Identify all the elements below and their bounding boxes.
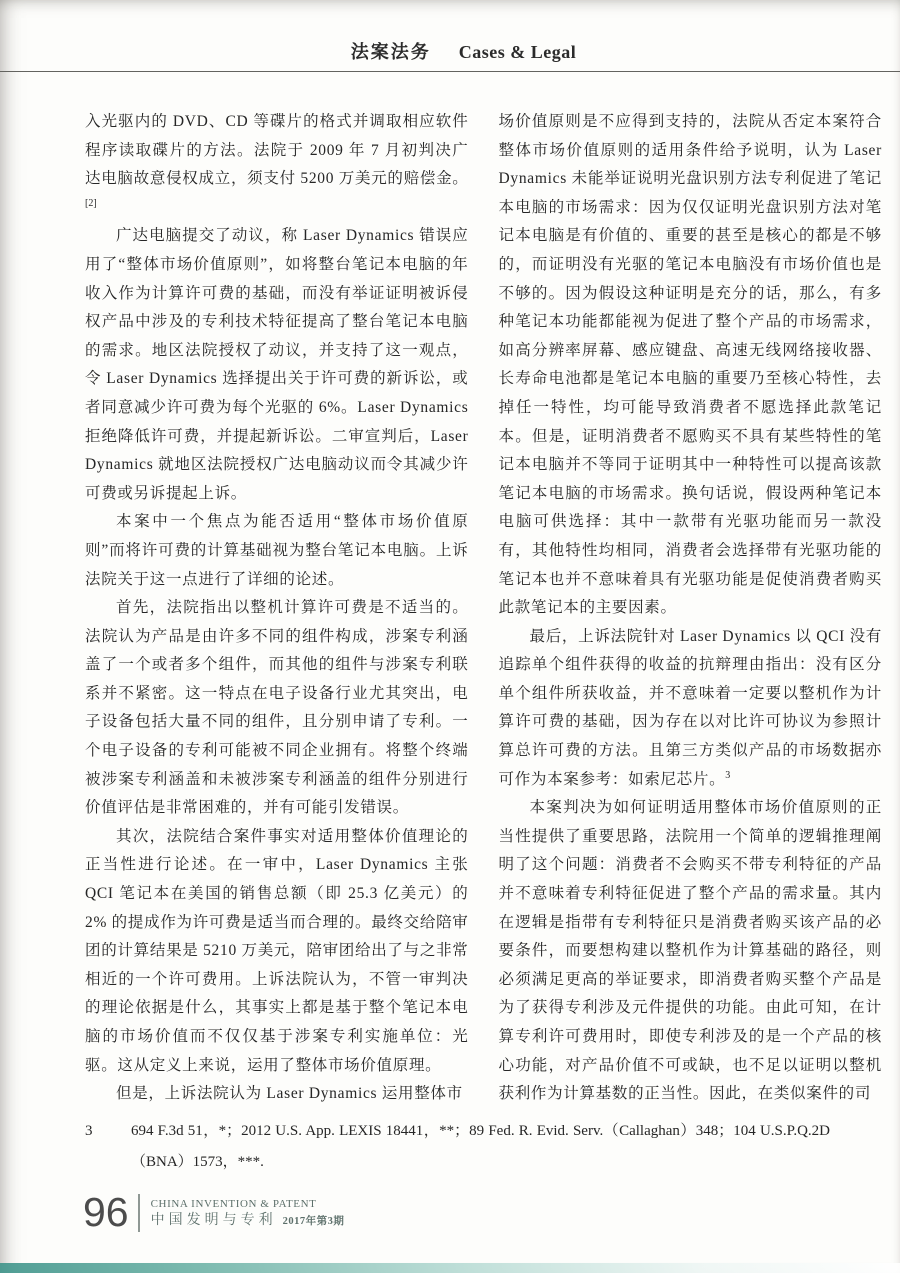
scan-edge-band (0, 1263, 900, 1273)
paragraph (85, 1080, 469, 1109)
page-header (0, 0, 900, 72)
section-title-en: Cases & Legal (458, 42, 577, 62)
footer-divider (138, 1194, 140, 1232)
paragraph (85, 594, 469, 823)
journal-name-row (151, 1213, 345, 1229)
section-title-cn: 法案法务 (350, 42, 431, 62)
paragraph-text: 最后，上诉法院针对 Laser Dynamics 以 QCI 没有追踪单个组件获得的收益的抗辩理由指出：没有区分单个组件所获收益，并不意味着一定要以整机作为计算许可费的基础，因为存在以对比许可协议为参照计算总许可费的方法。且第三方类似产品的市场数据亦可作为本案参考：如索尼芯片。 (498, 627, 882, 788)
left-column (85, 108, 469, 1109)
journal-issue: 2017年第3期 (282, 1215, 345, 1227)
footnote-ref: [2] (85, 197, 97, 209)
page-number: 96 (83, 1189, 129, 1235)
journal-name-en: CHINA INVENTION & PATENT (150, 1197, 317, 1210)
right-column (499, 108, 883, 1109)
footnote-ref: 3 (725, 769, 731, 781)
paragraph (499, 108, 883, 623)
paragraph-text: 其次，法院结合案件事实对适用整体价值理论的正当性进行论述。在一审中，Laser Dynamics 主张 QCI 笔记本在美国的销售总额（即 25.3 亿美元）的 2% 的提成作为许可费是适当而合理的。最终交给陪审团的计算结果是 5210 万美元，陪审团给出了与之非常相近的一个许可费用。上诉法院认为，不管一审判决的理论依据是什么，其事实上都是基于整个笔记本电脑的市场价值而不仅仅基于涉案专利实施单位：光驱。这从定义上来说，运用了整体市场价值原理。 (85, 827, 469, 1074)
paragraph (499, 794, 883, 1109)
paragraph-text: 首先，法院指出以整机计算许可费是不适当的。法院认为产品是由许多不同的组件构成，涉案专利涵盖了一个或者多个组件，而其他的组件与涉案专利联系并不紧密。这一特点在电子设备行业尤其突出，电子设备包括大量不同的组件，且分别申请了专利。一个电子设备的专利可能被不同企业拥有。将整个终端被涉案专利涵盖和未被涉案专利涵盖的组件分别进行价值评估是非常困难的，并有可能引发错误。 (85, 599, 469, 817)
footnote-text: 694 F.3d 51，*；2012 U.S. App. LEXIS 18441，**；89 Fed. R. Evid. Serv.（Callaghan）348；104 U.S.P.Q.2D（BNA）1573，***. (131, 1123, 830, 1170)
paragraph (499, 623, 883, 795)
paragraph (85, 222, 469, 508)
paragraph-text: 但是，上诉法院认为 Laser Dynamics 运用整体市 (116, 1085, 463, 1103)
paragraph-text: 场价值原则是不应得到支持的，法院从否定本案符合整体市场价值原则的适用条件给予说明，认为 Laser Dynamics 未能举证说明光盘识别方法专利促进了笔记本电脑的市场需求：因为仅仅证明光盘识别方法对笔记本电脑是有价值的、重要的甚至是核心的都是不够的，而证明没有光驱的笔记本电脑没有市场价值也是不够的。因为假设这种证明是充分的话，那么，有多种笔记本功能都能视为促进了整个产品的市场需求，如高分辨率屏幕、感应键盘、高速无线网络接收器、长寿命电池都是笔记本电脑的重要乃至核心特性，去掉任一特性，均可能导致消费者不愿选择此款笔记本。但是，证明消费者不愿购买不具有某些特性的笔记本电脑并不等同于证明其中一种特性可以提高该款笔记本电脑的市场需求。换句话说，假设两种笔记本电脑可供选择：其中一款带有光驱功能而另一款没有，其他特性均相同，消费者会选择带有光驱功能的笔记本也并不意味着具有光驱功能是促使消费者购买此款笔记本的主要因素。 (498, 113, 882, 617)
paragraph-text: 入光驱内的 DVD、CD 等碟片的格式并调取相应软件程序读取碟片的方法。法院于 2009 年 7 月初判决广达电脑故意侵权成立，须支付 5200 万美元的赔偿金。 (85, 113, 469, 188)
paragraph-text: 本案判决为如何证明适用整体市场价值原则的正当性提供了重要思路，法院用一个简单的逻辑推理阐明了这个问题：消费者不会购买不带专利特征的产品并不意味着专利特征促进了整个产品的需求量。其内在逻辑是指带有专利特征只是消费者购买该产品的必要条件，而要想构建以整机作为计算基础的路径，则必须满足更高的举证要求，即消费者购买整个产品是为了获得专利涉及元件提供的功能。由此可知，在计算专利许可费用时，即使专利涉及的是一个产品的核心功能，对产品价值不可或缺，也不足以证明以整机获利作为计算基数的正当性。因此，在类似案件的司 (498, 799, 882, 1103)
article-body (85, 108, 882, 1109)
journal-name-cn: 中国发明与专利 (150, 1212, 277, 1228)
paragraph-text: 广达电脑提交了动议，称 Laser Dynamics 错误应用了“整体市场价值原则”，如将整台笔记本电脑的年收入作为计算许可费的基础，而没有举证证明被诉侵权产品中涉及的专利技术特征提高了整台笔记本电脑的需求。地区法院授权了动议，并支持了这一观点，令 Laser Dynamics 选择提出关于许可费的新诉讼，或者同意减少许可费为每个光驱的 6%。Laser Dynamics 拒绝降低许可费，并提起新诉讼。二审宣判后，Laser Dynamics 就地区法院授权广达电脑动议而令其减少许可费或另诉提起上诉。 (85, 227, 469, 502)
paragraph (85, 508, 469, 594)
footnote-marker: 3 (85, 1123, 93, 1139)
paragraph (85, 108, 469, 222)
paragraph-text: 本案中一个焦点为能否适用“整体市场价值原则”而将许可费的计算基础视为整台笔记本电脑。上诉法院关于这一点进行了详细的论述。 (85, 513, 469, 588)
header-titles (351, 38, 577, 64)
footnote (85, 1116, 830, 1178)
paragraph (85, 823, 469, 1080)
journal-info (151, 1197, 345, 1229)
page-footer (83, 1189, 345, 1235)
